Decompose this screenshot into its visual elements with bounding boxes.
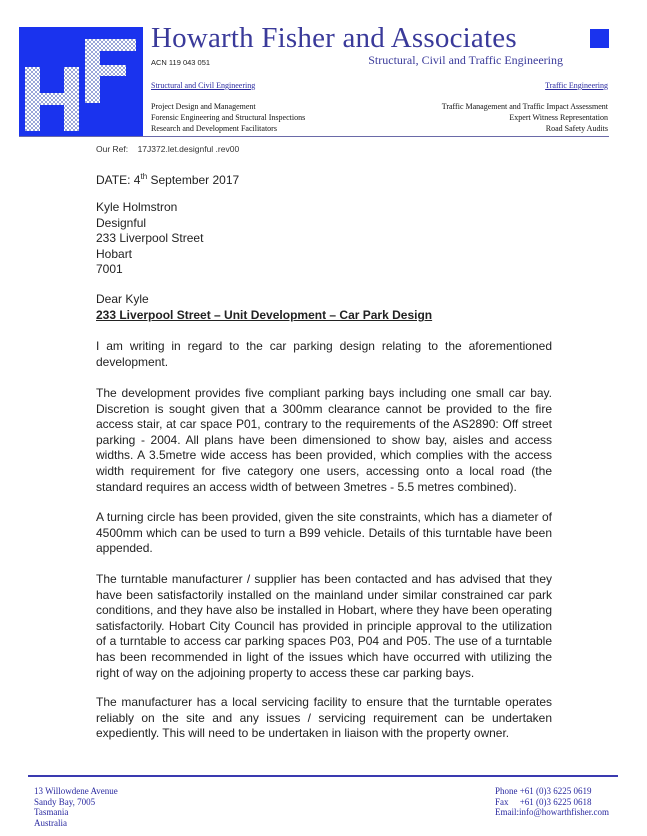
ref-value: 17J372.let.designful .rev00: [137, 144, 240, 154]
firm-tagline: Structural, Civil and Traffic Engineering: [368, 53, 563, 67]
paragraph-development: The development provides five compliant parking bays including one small car bay. Discretion is sought given that a 300mm clearance cannot be provided to the fire access stair, at car space P01, contrary to the requirements of the AS2890: Off street parking - 2004. All plans have been dimensioned to show bay, aisles and access widths. A 3.5metre wide access has been provided, which complies with the access width requirement for five category one users, accessing onto a local road (the standard requires an access width of between 3metres - 5.5 metres combined).: [96, 386, 552, 494]
letter-date: [96, 169, 552, 189]
brand-square-icon: [590, 29, 609, 48]
fax-number: Fax +61 (0)3 6225 0618: [494, 796, 592, 807]
recipient-address: [96, 200, 552, 278]
recipient-name: Kyle Holmstron: [96, 200, 178, 214]
ref-label: Our Ref:: [96, 144, 129, 154]
address-line: Sandy Bay, 7005: [34, 796, 96, 807]
salutation: Dear Kyle: [96, 292, 149, 306]
structural-section-title: Structural and Civil Engineering: [151, 81, 256, 90]
traffic-services-list: [442, 101, 608, 134]
service-item: Project Design and Management: [151, 102, 256, 111]
recipient-street: 233 Liverpool Street: [96, 231, 204, 246]
company-logo: [19, 27, 143, 137]
recipient-postcode: 7001: [96, 262, 123, 277]
recipient-company: Designful: [96, 215, 147, 230]
date-suffix: September 2017: [147, 173, 240, 187]
address-line: Tasmania: [34, 807, 69, 817]
address-line: 13 Willowdene Avenue: [34, 786, 118, 796]
email-address[interactable]: Email:info@howarthfisher.com: [494, 807, 609, 817]
service-item: Research and Development Facilitators: [151, 124, 277, 133]
acn-number: ACN 119 043 051: [151, 58, 211, 67]
hf-monogram-icon: [19, 27, 143, 137]
phone-number: Phone +61 (0)3 6225 0619: [494, 786, 592, 796]
address-line: Australia: [34, 817, 67, 828]
service-item: Expert Witness Representation: [509, 113, 608, 122]
service-item: Road Safety Audits: [545, 124, 608, 133]
paragraph-servicing: The manufacturer has a local servicing facility to ensure that the turntable operates reliably on the site and any issues / servicing requirement can be undertaken expediently. This will need to be undertaken in liaison with the property owner.: [96, 695, 552, 741]
footer-contact: [495, 786, 609, 818]
service-item: Forensic Engineering and Structural Inspections: [151, 113, 306, 122]
recipient-city: Hobart: [96, 246, 133, 261]
paragraph-turning-circle: A turning circle has been provided, given the site constraints, which has a diameter of 4500mm which can be used to turn a B99 vehicle. Details of this turntable have been appended.: [96, 510, 552, 556]
footer-divider: [28, 775, 618, 777]
date-ordinal: th: [140, 172, 148, 181]
service-item: Traffic Management and Traffic Impact Assessment: [441, 102, 608, 111]
firm-name: Howarth Fisher and Associates: [151, 22, 517, 54]
paragraph-intro: I am writing in regard to the car parking design relating to the aforementioned development.: [96, 339, 552, 369]
structural-services-list: [151, 101, 305, 134]
letter-subject: 233 Liverpool Street – Unit Development – Car Park Design: [96, 308, 433, 322]
header-divider: [19, 136, 609, 137]
date-prefix: DATE: 4: [96, 173, 141, 187]
paragraph-turntable: The turntable manufacturer / supplier has been contacted and has advised that they have been satisfactorily installed on the mainland under similar constrained car park conditions, and they have also be installed in Hobart, where they have been operating satisfactorily. Hobart City Council has provided in principle approval to the utilization of a turntable to access car parking spaces P03, P04 and P05. The use of a turntable has been recommended in light of the issues which have occurred with utilizing the right of way on the adjoining property to access these car parking bays.: [96, 572, 552, 680]
reference-line: [96, 144, 239, 154]
traffic-section-title: Traffic Engineering: [545, 81, 608, 90]
footer-address: [34, 786, 118, 828]
